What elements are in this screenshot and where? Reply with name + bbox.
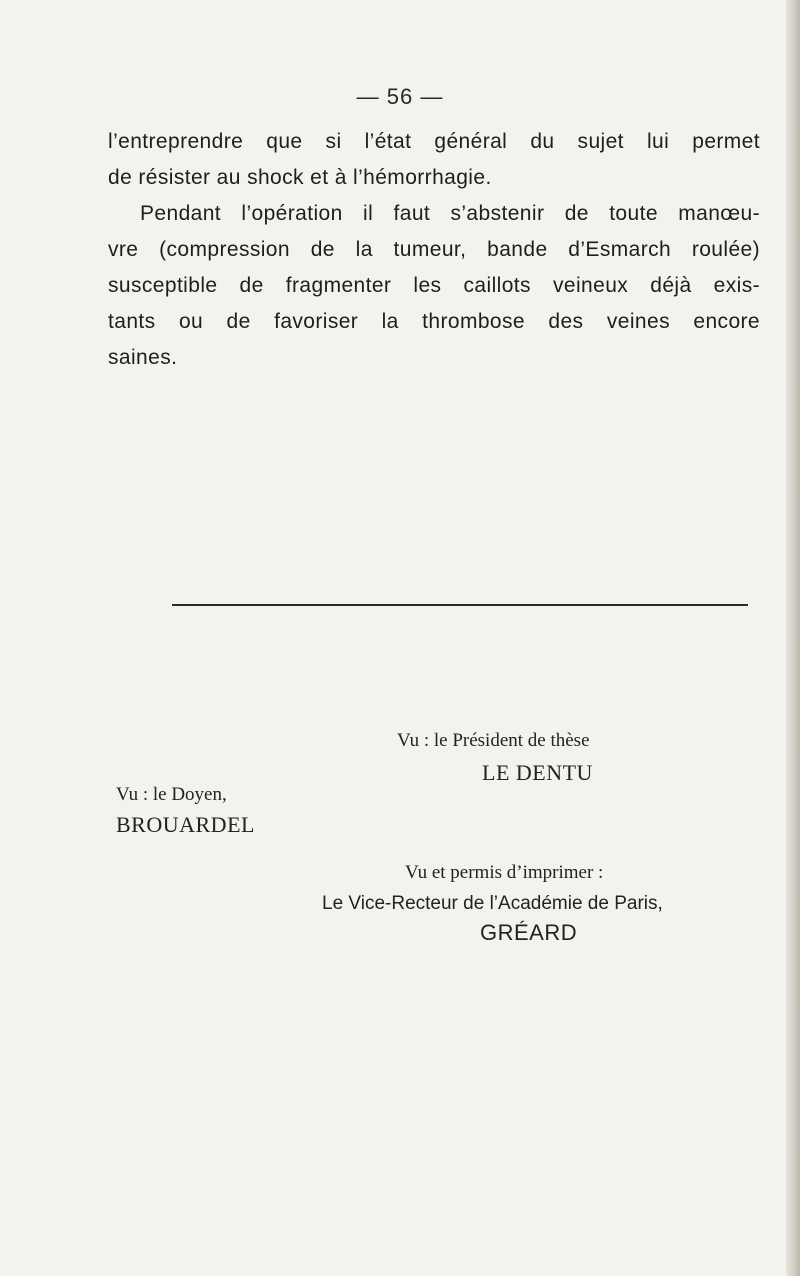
president-name: LE DENTU [482, 760, 593, 785]
president-label: Vu : le Président de thèse [397, 730, 590, 751]
horizontal-rule [172, 604, 748, 606]
permis-label: Vu et permis d’imprimer : [405, 862, 604, 883]
body-paragraph [108, 124, 760, 376]
page-edge [786, 0, 800, 1276]
body-line-5: susceptible de fragmenter les caillots veineux déjà exis- [108, 274, 760, 297]
doyen-name: BROUARDEL [116, 812, 255, 837]
body-line-1: l’entreprendre que si l’état général du sujet lui permet [108, 130, 760, 153]
page-number: — 56 — [356, 84, 444, 109]
body-line-7: saines. [108, 346, 178, 369]
recteur-label: Le Vice-Recteur de l’Académie de Paris, [322, 893, 663, 914]
body-line-4: vre (compression de la tumeur, bande d’Esmarch roulée) [108, 238, 760, 261]
recteur-name: GRÉARD [480, 920, 578, 945]
doyen-label: Vu : le Doyen, [116, 784, 227, 805]
body-line-6: tants ou de favoriser la thrombose des veines encore [108, 310, 760, 333]
body-line-3: Pendant l’opération il faut s’abstenir de toute manœu- [140, 202, 760, 225]
body-line-2: de résister au shock et à l’hémorrhagie. [108, 166, 492, 189]
